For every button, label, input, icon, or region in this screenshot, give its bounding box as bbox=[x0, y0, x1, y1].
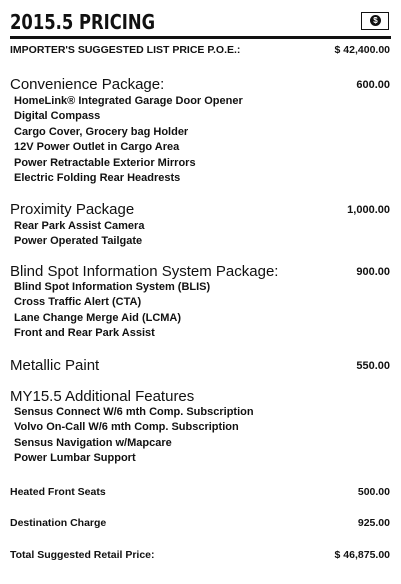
list-item: Power Retractable Exterior Mirrors bbox=[14, 156, 196, 169]
total-label: Total Suggested Retail Price: bbox=[10, 549, 155, 561]
package-row-additional bbox=[10, 388, 390, 406]
package-title: MY15.5 Additional Features bbox=[10, 388, 195, 405]
package-row-proximity bbox=[10, 201, 390, 219]
list-item: Rear Park Assist Camera bbox=[14, 220, 145, 232]
extra-label: Destination Charge bbox=[10, 517, 107, 529]
package-price: 900.00 bbox=[356, 266, 390, 278]
msrp-label: IMPORTER'S SUGGESTED LIST PRICE P.O.E.: bbox=[10, 44, 241, 56]
extra-label: Heated Front Seats bbox=[10, 486, 106, 498]
list-item: Digital Compass bbox=[14, 110, 101, 123]
list-item: Lane Change Merge Aid (LCMA) bbox=[14, 311, 182, 324]
extra-value: 925.00 bbox=[357, 517, 390, 529]
list-item: Cross Traffic Alert (CTA) bbox=[14, 296, 142, 309]
list-item: Power Operated Tailgate bbox=[14, 235, 143, 248]
list-item: HomeLink® Integrated Garage Door Opener bbox=[14, 95, 243, 107]
list-item: Cargo Cover, Grocery bag Holder bbox=[14, 125, 189, 138]
page-title: 2015.5 PRICING bbox=[10, 10, 156, 34]
dollar-coin-icon: $ bbox=[370, 15, 381, 26]
list-item: Electric Folding Rear Headrests bbox=[14, 172, 181, 185]
package-row-convenience bbox=[10, 76, 390, 94]
package-price: 550.00 bbox=[356, 360, 390, 372]
package-title: Convenience Package: bbox=[10, 76, 165, 93]
package-title: Metallic Paint bbox=[10, 357, 100, 374]
list-item: Blind Spot Information System (BLIS) bbox=[14, 281, 211, 293]
list-item: 12V Power Outlet in Cargo Area bbox=[14, 141, 180, 154]
msrp-row bbox=[10, 44, 390, 58]
package-title: Proximity Package bbox=[10, 201, 135, 218]
list-item: Volvo On-Call W/6 mth Comp. Subscription bbox=[14, 421, 239, 434]
package-items-additional bbox=[14, 405, 254, 467]
total-value: $ 46,875.00 bbox=[334, 549, 390, 561]
package-items-blis bbox=[14, 280, 210, 342]
msrp-value: $ 42,400.00 bbox=[334, 44, 390, 56]
package-price: 600.00 bbox=[356, 79, 390, 91]
total-row bbox=[10, 549, 390, 563]
extra-row-heated-seats bbox=[10, 486, 390, 500]
extra-row-destination bbox=[10, 517, 390, 531]
package-items-proximity bbox=[14, 219, 144, 250]
price-tag-icon bbox=[361, 12, 389, 30]
package-row-blis bbox=[10, 263, 390, 281]
list-item: Power Lumbar Support bbox=[14, 452, 136, 465]
list-item: Sensus Navigation w/Mapcare bbox=[14, 436, 172, 449]
package-row-paint bbox=[10, 357, 390, 375]
package-price: 1,000.00 bbox=[347, 204, 390, 216]
package-items-convenience bbox=[14, 94, 243, 186]
extra-value: 500.00 bbox=[357, 486, 390, 498]
pricing-header bbox=[10, 8, 391, 39]
list-item: Sensus Connect W/6 mth Comp. Subscription bbox=[14, 406, 254, 418]
package-title: Blind Spot Information System Package: bbox=[10, 263, 279, 280]
list-item: Front and Rear Park Assist bbox=[14, 327, 155, 340]
